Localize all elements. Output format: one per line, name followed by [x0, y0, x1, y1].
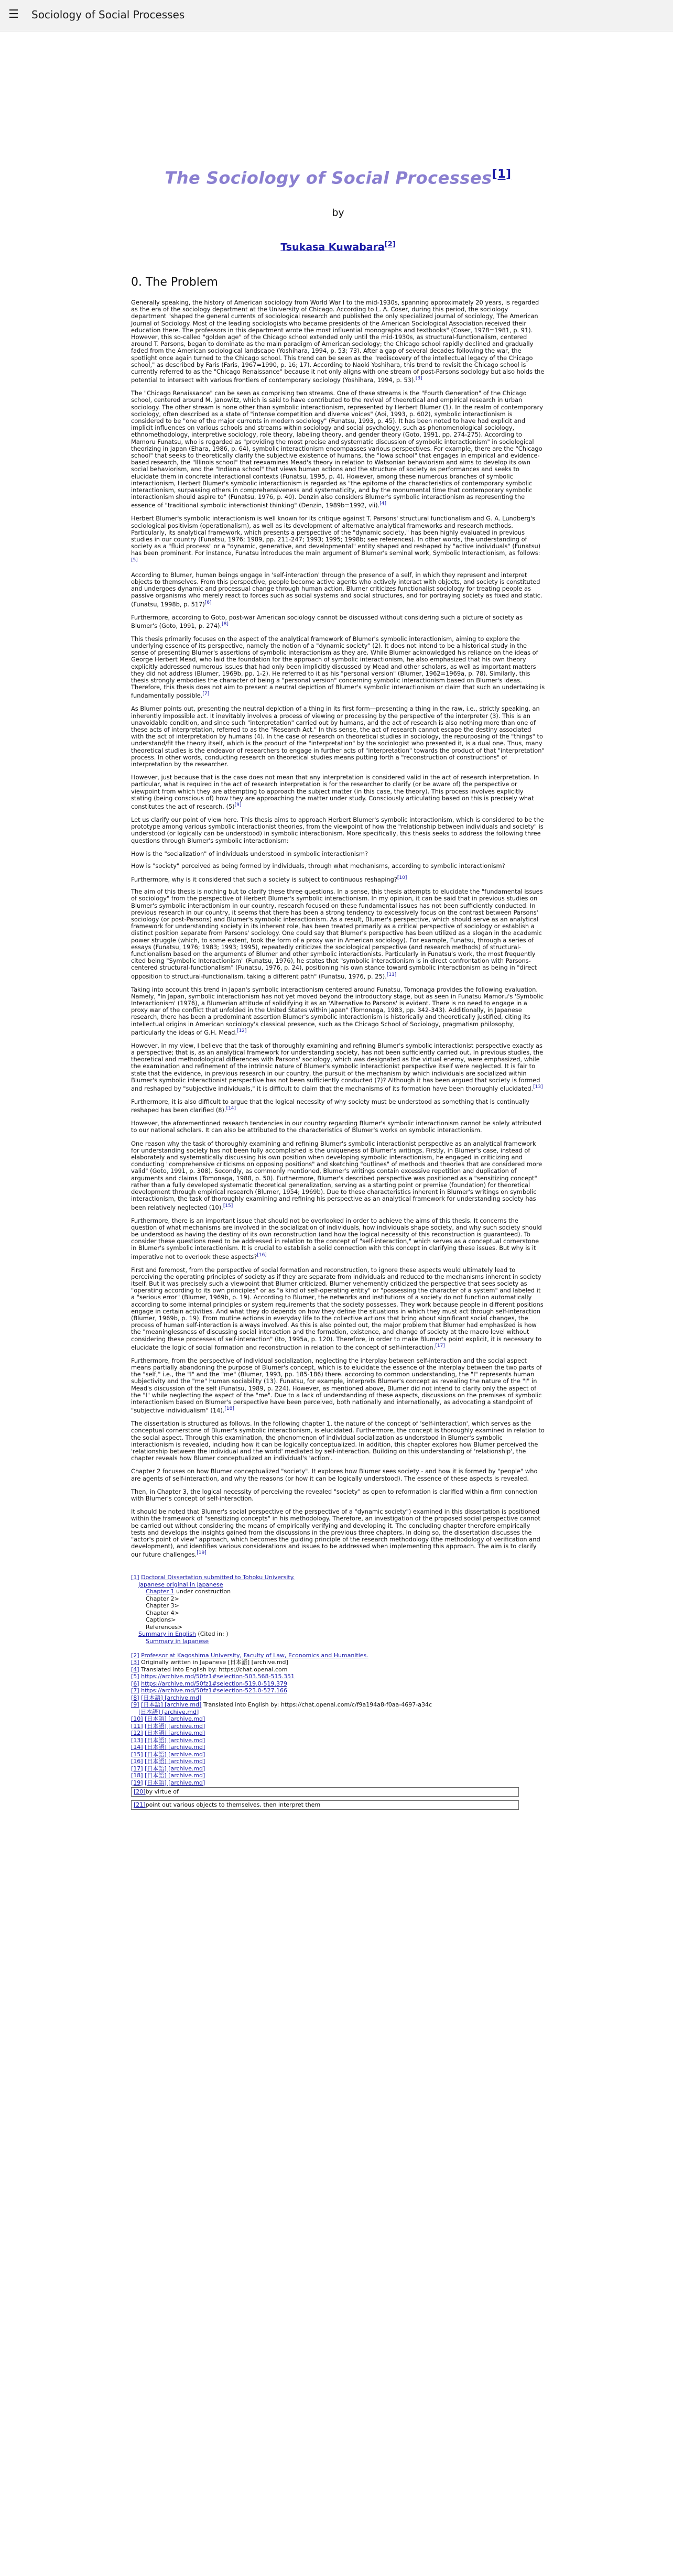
paragraph-text: Furthermore, it is also difficult to argue that the logical necessity of why society must be understood as something that is continually reshaped has been clarified (8).: [131, 1098, 530, 1114]
footnote-ref-link[interactable]: [17]: [435, 1343, 445, 1349]
footnote-line: [131, 1645, 545, 1652]
footnote-line: [131, 1602, 545, 1610]
footnote-line: [131, 1786, 545, 1799]
footnote-link[interactable]: [日本語] [archive.md]: [145, 1765, 205, 1772]
footnote-index-link[interactable]: [13]: [131, 1736, 143, 1744]
hamburger-menu-icon[interactable]: ☰: [8, 8, 19, 21]
body-paragraph: [131, 1357, 545, 1414]
body-paragraph: [131, 817, 545, 844]
footnote-ref-link[interactable]: [18]: [224, 1406, 234, 1412]
footnote-index-link[interactable]: [2]: [131, 1651, 139, 1659]
footnote-link[interactable]: [日本語] [archive.md]: [145, 1744, 205, 1751]
paragraph-text: Herbert Blumer's symbolic interactionism is well known for its critique against T. Parsons' structural functionalism and G. A. Lundberg's sociological positivism (operationalism), as well as its development of alternative analytical frameworks and research methods. Particularly, its analytical framework, which presents a perspective of the "dynamic society," has been highly evaluated in previous studies in our country (Funatsu, 1976; 1989, pp. 211-247; 1993; 1995; 1998b; see references). In other words, the understanding of society as a "fluid process" or a "dynamic, generative, and developmental" entity shaped and reshaped by "active individuals" (Funatsu) has been prominent. For instance, Funatsu introduces the main argument of Blumer's seminal work, Symbolic Interactionism, as follows:: [131, 515, 541, 557]
section-heading: 0. The Problem: [131, 275, 218, 289]
footnote-text: Chapter 3>: [146, 1602, 179, 1610]
boxed-footnote: [131, 1800, 519, 1810]
paragraph-text: How is "society" perceived as being formed by individuals, through what mechanisms, according to symbolic interactionism?: [131, 862, 505, 869]
footnote-index-link[interactable]: [4]: [131, 1666, 139, 1673]
footnote-line: [131, 1751, 545, 1758]
footnote-line: [131, 1680, 545, 1688]
footnote-link[interactable]: Doctoral Dissertation submitted to Tohoku University.: [141, 1574, 295, 1581]
footnote-index-link[interactable]: [9]: [131, 1701, 139, 1709]
footnote-line: [131, 1624, 545, 1631]
footnote-link[interactable]: [日本語] [archive.md]: [145, 1758, 205, 1765]
footnote-text: under construction: [174, 1588, 231, 1595]
paragraph-text: However, just because that is the case does not mean that any interpretation is considered valid in the act of research interpretation. In particular, what is required in the act of research interpretation is for the researcher to clarify (or be aware of) the perspective or viewpoint from which they are attempting to approach the subject matter (in this case, the theory). This process involves explicitly stating (being conscious of) how they are approaching the matter under study. Consciously articulating based on this is precisely what constitutes the act of research. (5): [131, 774, 539, 810]
body-paragraph: [131, 1218, 545, 1260]
footnote-line: [131, 1638, 545, 1645]
paragraph-text: Furthermore, there is an important issue that should not be overlooked in order to achieve the aims of this thesis. It concerns the question of what mechanisms are involved in the socialization of individuals, how individuals shape society, and why such society should be understood as having the destiny of its own reconstruction (and how the logical necessity of this reconstruction is guaranteed). To consider these questions need to be addressed in relation to the concept of "self-interaction," which serves as a conceptual cornerstone in Blumer's symbolic interactionism. It is crucial to establish a solid connection with this concept in clarifying these issues. But why is it imperative not to overlook these aspects?: [131, 1216, 542, 1260]
paragraph-text: Furthermore, why is it considered that such a society is subject to continuous reshaping?: [131, 875, 397, 883]
author-footnote-link[interactable]: [2]: [384, 240, 396, 248]
footnote-index-link[interactable]: [18]: [131, 1772, 143, 1779]
footnote-line: [131, 1652, 545, 1659]
footnote-link[interactable]: [日本語] [archive.md]: [145, 1730, 205, 1737]
footnote-link[interactable]: [日本語] [archive.md]: [145, 1751, 205, 1758]
footnote-index-link[interactable]: [15]: [131, 1751, 143, 1758]
footnote-index-link[interactable]: [19]: [131, 1779, 143, 1786]
footnote-text: Originally written in Japanese [日本語] [archive.md]: [141, 1659, 288, 1666]
paragraph-text: According to Blumer, human beings engage in 'self-interaction' through the presence of a self, in which they represent and interpret objects to themselves. From this perspective, people become active agents who actively interact with objects, and society is constituted and undergoes dynamic and processual change through human action. Blumer criticizes functionalist sociology for treating people as passive organisms who merely react to forces such as social systems and social structures, and for portraying society as fixed and static. (Funatsu, 1998b, p. 517): [131, 571, 542, 608]
footnote-line: [131, 1588, 545, 1595]
footnote-index-link[interactable]: [12]: [131, 1730, 143, 1737]
footnote-index-link[interactable]: [14]: [131, 1744, 143, 1751]
footnote-line: [131, 1737, 545, 1744]
footnote-line: [131, 1694, 545, 1702]
footnote-index-link[interactable]: [17]: [131, 1765, 143, 1772]
footnote-link[interactable]: [日本語] [archive.md]: [145, 1736, 205, 1744]
footnote-index-link[interactable]: [6]: [131, 1680, 139, 1687]
article-body: [131, 299, 545, 1558]
author-line: [131, 238, 545, 253]
footnote-ref-link[interactable]: [10]: [397, 875, 407, 881]
author-link[interactable]: Tsukasa Kuwabara: [280, 241, 385, 253]
paragraph-text: However, the aforementioned research tendencies in our country regarding Blumer's symbolic interactionism cannot be solely attributed to our national scholars. It can also be attributed to the characteristics of Blumer's works on symbolic interactionism.: [131, 1119, 541, 1134]
footnote-text: References>: [146, 1623, 183, 1631]
body-paragraph: [131, 1099, 545, 1114]
footnote-link[interactable]: https://archive.md/50fz1#selection-503.568-515.351: [141, 1673, 295, 1680]
footnote-link[interactable]: [日本語] [archive.md]: [145, 1722, 205, 1730]
body-paragraph: [131, 614, 545, 629]
body-paragraph: [131, 1267, 545, 1351]
body-paragraph: [131, 1488, 545, 1502]
footnote-line: [131, 1772, 545, 1779]
footnote-index-link[interactable]: [3]: [131, 1659, 139, 1666]
paragraph-text: First and foremost, from the perspective of social formation and reconstruction, to ignore these aspects would ultimately lead to perceiving the operating principles of society as if they are separate from individuals and reduced to the mechanisms inherent in society itself. But it was precisely such a viewpoint that Blumer criticized. Blumer vehemently criticized the perspective that sees society as "operating according to its own principles" or as "a kind of self-operating entity" or "possessing the character of a system" and labeled it a "serious error" (Blumer, 1969b, p. 19). According to Blumer, the networks and institutions of a society do not function automatically according to some internal principles or system requirements that the society possesses. They work because people in different positions engage in certain activities. And what they do depends on how they define the situations in which they must act through self-interaction (Blumer, 1969b, p. 19). From routine actions in everyday life to the collective actions that bring about significant social changes, the process of human self-interaction is always involved. As this is also pointed out, the major problem that Blumer had emphasized is how the "meaninglessness of discussing social interaction and the formation, existence, and change of society at the macro level without considering these processes of self-interaction" (Ito, 1995a, p. 120). Therefore, in order to make Blumer's point explicit, it is necessary to elucidate the logic of social formation and reconstruction in relation to the concept of self-interaction.: [131, 1266, 544, 1351]
footnote-ref-link[interactable]: [6]: [204, 600, 212, 605]
article-title: [131, 165, 545, 188]
footnote-ref-link[interactable]: [16]: [257, 1252, 267, 1258]
footnote-link[interactable]: [日本語] [archive.md]: [145, 1779, 205, 1786]
question-line: [131, 863, 545, 869]
footnote-line: [131, 1744, 545, 1751]
footnote-line: [131, 1666, 545, 1673]
body-paragraph: [131, 1508, 545, 1558]
footnote-ref-link[interactable]: [9]: [234, 802, 242, 808]
question-line: [131, 875, 545, 883]
footnote-link[interactable]: [日本語] [archive.md]: [141, 1701, 202, 1709]
footnote-link[interactable]: Chapter 1: [146, 1588, 175, 1595]
paragraph-text: How is the "socialization" of individuals understood in symbolic interactionism?: [131, 850, 368, 857]
article: [131, 31, 545, 1812]
footnote-text: (Cited in: ): [196, 1631, 229, 1638]
footnote-ref-link[interactable]: [12]: [236, 1028, 247, 1034]
footnote-link[interactable]: [日本語] [archive.md]: [145, 1772, 205, 1779]
footnote-index-link[interactable]: [7]: [131, 1687, 139, 1694]
footnote-line: [131, 1715, 545, 1723]
footnote-ref-link[interactable]: [13]: [533, 1084, 543, 1090]
footnote-text: Translated into English by: https://chat.openai.com: [141, 1666, 288, 1673]
footnote-link[interactable]: [日本語] [archive.md]: [141, 1694, 202, 1701]
paragraph-text: Generally speaking, the history of American sociology from World War I to the mid-1930s, spanning approximately 20 years, is regarded as the era of the sociology department at the University of Chicago. According to L. A. Coser, during this period, the sociology department "shaped the general currents of sociological research and published the only specialized journal of sociology, The American Journal of Sociology. Most of the leading sociologists who became presidents of the American Sociological Association received their education there. The professors in this department wrote the most influential monographs and textbooks" (Coser, 1978=1981, p. 91). However, this so-called "golden age" of the Chicago school extended only until the mid-1930s, as structural-functionalism, centered around T. Parsons, began to dominate as the main paradigm of American sociology; the Chicago school rapidly declined and gradually faded from the American sociological landscape (Yoshihara, 1994, p. 53; 73). After a gap of several decades following the war, the spotlight once again turned to the Chicago school. This trend can be seen as the "rediscovery of the intellectual legacy of the Chicago school," as described by Faris (Faris, 1967=1990, p. 16; 17). According to Naoki Yoshihara, this trend to revisit the Chicago school is currently referred to as the "Chicago Renaissance" because it not only aligns with one stream of post-Parsons sociology but also holds the potential to intersect with various frontiers of contemporary sociology (Yoshihara, 1994, p. 53).: [131, 298, 545, 384]
paragraph-text: However, in my view, I believe that the task of thoroughly examining and refining Blumer's symbolic interactionist perspective exactly as a perspective; that is, as an analytical framework for understanding society, has not been sufficiently carried out. In previous studies, the theoretical and methodological differences with Parsons' sociology, which was designated as the virtual enemy, were emphasized, while the examination and refinement of the intrinsic nature of Blumer's symbolic interactionist perspective itself were neglected. It is fair to state that the evidence, in previous research in our country, the pursuit of the mechanism by which individuals are socialized within Blumer's symbolic interactionist perspective has not been sufficiently conducted (7)? Although it has been argued that society is formed and reshaped by "subjective individuals," it is difficult to claim that the mechanisms of its formation have been thoroughly elucidated.: [131, 1041, 544, 1092]
body-paragraph: [131, 986, 545, 1036]
footnote-line: [131, 1673, 545, 1680]
footnote-line: [131, 1709, 545, 1716]
footnote-text: Captions>: [146, 1616, 176, 1624]
body-paragraph: [131, 1468, 545, 1482]
paragraph-text: Furthermore, according to Goto, post-war American sociology cannot be discussed without considering such a picture of society as Blumer's (Goto, 1991, p. 274).: [131, 613, 523, 629]
footnote-line: [131, 1779, 545, 1787]
footnote-link[interactable]: [日本語] [archive.md]: [138, 1708, 199, 1715]
body-paragraph: [131, 390, 545, 509]
footnote-ref-link[interactable]: [3]: [415, 376, 422, 382]
footnote-line: [131, 1659, 545, 1666]
footnote-link[interactable]: Japanese original in Japanese: [138, 1581, 223, 1588]
footnote-line: [131, 1616, 545, 1624]
footnote-link[interactable]: https://archive.md/50fz1#selection-519.0-519.379: [141, 1680, 288, 1687]
footnote-index-link[interactable]: [8]: [131, 1694, 139, 1701]
footnotes: [131, 1574, 545, 1812]
footnote-text: point out various objects to themselves, then interpret them: [145, 1801, 321, 1809]
byline-by: by: [332, 206, 344, 219]
paragraph-text: Then, in Chapter 3, the logical necessity of perceiving the revealed "society" as open to reformation is clarified within a firm connection with Blumer's concept of self-interaction.: [131, 1487, 538, 1502]
body-paragraph: [131, 636, 545, 700]
footnote-index-link[interactable]: [21]: [134, 1801, 146, 1809]
top-bar: [0, 0, 673, 31]
paragraph-text: This thesis primarily focuses on the aspect of the analytical framework of Blumer's symbolic interactionism, aiming to explore the underlying essence of its perspective, namely the notion of a "dynamic society" (2). It does not intend to be a historical study in the sense of presenting Blumer's assertions of symbolic interactionism as they are. While Blumer acknowledged his reliance on the ideas of George Herbert Mead, who laid the foundation for the approach of symbolic interactionism, he also emphasized that his own theory explicitly addressed numerous issues that had only been implicitly discussed by Mead and other scholars, as well as important matters they did not address (Blumer, 1969b, pp. 1-2). He referred to it as his "personal version" (Blumer, 1962=1969a, p. 78). Similarly, this thesis strongly embodies the character of being a "personal version" concerning symbolic interactionism based on Blumer's ideas. Therefore, this thesis does not aim to present a neutral depiction of Blumer's symbolic interactionism or claim that such an undertaking is fundamentally possible.: [131, 635, 545, 700]
body-paragraph: [131, 572, 545, 608]
footnote-text: Chapter 4>: [146, 1609, 179, 1616]
body-paragraph: [131, 515, 545, 565]
body-paragraph: [131, 1120, 545, 1134]
footnote-text: by virtue of: [145, 1788, 179, 1796]
question-line: [131, 851, 545, 857]
footnote-index-link[interactable]: [20]: [134, 1788, 146, 1796]
footnote-link[interactable]: Summary in English: [138, 1631, 196, 1638]
footnote-link[interactable]: [日本語] [archive.md]: [145, 1715, 205, 1723]
footnote-ref-link[interactable]: [5]: [131, 557, 138, 563]
footnote-index-link[interactable]: [5]: [131, 1673, 139, 1680]
footnote-index-link[interactable]: [16]: [131, 1758, 143, 1765]
paragraph-text: The aim of this thesis is nothing but to clarify these three questions. In a sense, this thesis attempts to elucidate the "fundamental issues of sociology" from the perspective of Herbert Blumer's symbolic interactionism. In my opinion, it can be said that in previous studies on Blumer's symbolic interactionism in our country, research focused on these fundamental issues has not been sufficiently conducted. In previous research in our country, it seems that there has been a strong tendency to excessively focus on the contrast between Parsons' sociology (or post-Parsons) and Blumer's symbolic interactionism. As a result, Blumer's perspective, which should serve as an analytical framework for understanding society in its inherent role, has been treated primarily as a critical perspective of sociology or establish a distinct position separate from Parsons' sociology. One could say that Blumer's perspective has been utilized as a slogan in the academic power struggle (which, to some extent, took the form of a proxy war in American sociology). For example, Funatsu, through a series of essays (Funatsu, 1976; 1983; 1993; 1995), repeatedly criticizes the sociological perspective (and research methods) of structural-functionalism based on the arguments of Blumer and other symbolic interactionists. Particularly in Funatsu's work, the most frequently cited being "Symbolic Interactionism" (Funatsu, 1976), he states that "symbolic interactionism is in direct confrontation with Parsons-centered structural-functionalism" (Funatsu, 1976, p. 24), positioning his own stance toward symbolic interactionism as being in "direct opposition to structural-functionalism, taking a different path" (Funatsu, 1976, p. 25).: [131, 888, 543, 980]
paragraph-text: The dissertation is structured as follows. In the following chapter 1, the nature of the concept of 'self-interaction', which serves as the conceptual cornerstone of Blumer's symbolic interactionism, is elucidated. Furthermore, the concept is thoroughly examined in relation to the social aspect. Through this examination, the phenomenon of individual socialization as understood in Blumer's symbolic interactionism is revealed, including how it can be logically conceptualized. In addition, this chapter explores how Blumer perceived the 'relationship between the individual and the world' mediated by self-interaction. Building on this understanding of 'relationship', the chapter reveals how Blumer conceptualized an individual's 'action'.: [131, 1420, 545, 1462]
boxed-footnote: [131, 1787, 519, 1797]
footnote-line: [131, 1687, 545, 1694]
paragraph-text: Taking into account this trend in Japan's symbolic interactionism centered around Funatsu, Tomonaga provides the following evaluation. Namely, "In Japan, symbolic interactionism has not yet moved beyond the introductory stage, but as seen in Funatsu Mamoru's 'Symbolic Interactionism' (1976), a Blumerian attitude of solidifying it as an 'Alternative to Parsons' is evident. There is no need to engage in a proxy war of the conflict that unfolded in the United States within Japan" (Tomonaga, 1983, pp. 342-343). Additionally, in Japanese research, there has been a predominant assertion Blumer's symbolic interactionism is historically and theoretically justified, citing its intellectual origins in American sociology's classical presence, such as the Chicago School of Sociology, pragmatism philosophy, particularly the ideas of G.H. Mead.: [131, 985, 544, 1036]
footnote-line: [131, 1595, 545, 1603]
footnote-line: [131, 1723, 545, 1730]
footnote-index-link[interactable]: [1]: [131, 1574, 139, 1581]
footnote-ref-link[interactable]: [4]: [379, 501, 386, 507]
footnote-line: [131, 1799, 545, 1812]
footnote-line: [131, 1765, 545, 1773]
footnote-line: [131, 1631, 545, 1638]
title-footnote-link[interactable]: [1]: [492, 168, 512, 181]
paragraph-text: Furthermore, from the perspective of individual socialization, neglecting the interplay between self-interaction and the social aspect means partially abandoning the purpose of Blumer's concept, which is to elucidate the essence of the interplay between the two parts of the "self," i.e., the "I" and the "me" (Blumer, 1993, pp. 185-186) there. according to common understanding, the "I" represents human subjectivity and the "me" human sociability (13). Funatsu, for example, interprets Blumer's concept as revealing the nature of the "I" in Mead's discussion of the self (Funatsu, 1989, p. 224). However, as mentioned above, Blumer did not intend to clarify only the aspect of the "I" while neglecting the aspect of the "me". Due to a lack of understanding of these aspects, discussions on the premises of symbolic interactionism based on Blumer's perspective have been perceived, both nationally and internationally, as advocating a standpoint of "subjective individualism" (14).: [131, 1356, 542, 1414]
body-paragraph: [131, 299, 545, 384]
footnote-text: Translated into English by: https://chat.openai.com/c/f9a194a8-f0aa-4697-a34c: [201, 1701, 432, 1709]
paragraph-text: Let us clarify our point of view here. This thesis aims to approach Herbert Blumer's symbolic interactionism, which is considered to be the prototype among various symbolic interactionist theories, from the viewpoint of how the "relationship between individuals and society" is understood (or logically can be understood) in symbolic interactionism. More specifically, this thesis seeks to address the following three questions through Blumer's symbolic interactionism:: [131, 816, 544, 844]
body-paragraph: [131, 774, 545, 810]
article-title-text: The Sociology of Social Processes: [165, 168, 492, 188]
footnote-line: [131, 1758, 545, 1765]
footnote-line: [131, 1730, 545, 1737]
body-paragraph: [131, 888, 545, 980]
footnote-ref-link[interactable]: [15]: [223, 1203, 233, 1209]
footnote-line: [131, 1581, 545, 1589]
paragraph-text: One reason why the task of thoroughly examining and refining Blumer's symbolic interactionist perspective as an analytical framework for understanding society has not been fully accomplished is the uniqueness of Blumer's writings. Firstly, in Blumer's case, instead of elaborately and systematically discussing his own position when developing symbolic interactionism, he engaged in criticizing and conducting "comprehensive criticisms on opposing positions" and sketching "outlines" of methods and theories that are considered more valid" (Goto, 1991, p. 308). Secondly, as commonly mentioned, Blumer's writings contain excessive repetition and duplication of arguments and claims (Tomonaga, 1988, p. 50). Furthermore, Blumer's described perspective was positioned as a "sensitizing concept" rather than a fully developed systematic theoretical generalization, serving as a starting point or premise (foundation) for theoretical development through empirical research (Blumer, 1954; 1969b). Due to these characteristics inherent in Blumer's writings on symbolic interactionism, the task of thoroughly examining and refining his perspective as an analytical framework for understanding society has been relatively neglected (10).: [131, 1139, 542, 1211]
footnote-line: [131, 1574, 545, 1581]
footnote-ref-link[interactable]: [19]: [197, 1550, 207, 1556]
footnote-line: [131, 1701, 545, 1709]
footnote-link[interactable]: Summary in Japanese: [146, 1637, 209, 1645]
body-paragraph: [131, 705, 545, 768]
footnote-index-link[interactable]: [11]: [131, 1722, 143, 1730]
body-paragraph: [131, 1420, 545, 1462]
paragraph-text: Chapter 2 focuses on how Blumer conceptualized "society". It explores how Blumer sees society - and how it is formed by "people" who are agents of self-interaction, and why the reasons (or how it can be logically understood). The essence of these aspects is revealed.: [131, 1468, 538, 1482]
paragraph-text: It should be noted that Blumer's social perspective of the perspective of a "dynamic society") examined in this dissertation is positioned within the framework of "sensitizing concepts" in his methodology. Therefore, an investigation of the proposed social perspective cannot be carried out without considering the means of empirically verifying and developing it. The concluding chapter therefore empirically tests and develops the insights gained from the discussions in the previous three chapters. In doing so, the dissertation discusses the "actor's point of view" approach, which becomes the guiding principle of the research methodology (the methodology of verification and development), and identifies various considerations and issues to be addressed when implementing this approach. The aim is to clarify our future challenges.: [131, 1508, 540, 1559]
footnote-ref-link[interactable]: [11]: [386, 972, 397, 977]
footnote-link[interactable]: Professor at Kagoshima University, Faculty of Law, Economics and Humanities.: [141, 1651, 368, 1659]
site-title[interactable]: Sociology of Social Processes: [31, 8, 185, 21]
footnote-ref-link[interactable]: [14]: [226, 1106, 236, 1112]
body-paragraph: [131, 1140, 545, 1211]
paragraph-text: The "Chicago Renaissance" can be seen as comprising two streams. One of these streams is the "Fourth Generation" of the Chicago school, centered around M. Janowitz, which is said to have contributed to the revival of theoretical and empirical research in urban sociology. The other stream is none other than symbolic interactionism, represented by Herbert Blumer (1). In the realm of contemporary sociology, often described as a state of "intense competition and diverse voices" (Aoi, 1993, p. 602), symbolic interactionism is considered to be "one of the major currents in modern sociology" (Funatsu, 1993, p. 45). It has been noted to have had explicit and implicit influences on various schools and streams within sociology and social psychology, such as phenomenological sociology, ethnomethodology, interpretive sociology, role theory, labeling theory, and gender theory (Goto, 1991, pp. 274-275). According to Mamoru Funatsu, who is regarded as "providing the most precise and systematic discussion of symbolic interactionism" in sociological theorizing in Japan (Ehara, 1986, p. 64), symbolic interactionism encompasses various perspectives. For example, there are the "Chicago school" that seeks to theoretically clarify the subjective existence of humans, the "Iowa school" that engages in empirical and evidence-based research, the "Illinois school" that reexamines Mead's theory in relation to Watsonian behaviorism and aims to develop its own social behaviorism, and the "Indiana school" that views human actions and the structure of society as performances and seeks to elucidate them in concrete interactional contexts (Funatsu, 1995, p. 4). However, among these numerous branches of symbolic interactionism, Herbert Blumer's symbolic interactionism is regarded as "the epitome of the characteristics of contemporary symbolic interactionism, surpassing others in comprehensiveness and systematicity, and by the monumental time that contemporary symbolic interactionism should aspire to" (Funatsu, 1976, p. 40). Denzin also considers Blumer's symbolic interactionism as representing the essence of "traditional symbolic interactionist thinking" (Denzin, 1989b=1992, vii).: [131, 389, 543, 509]
footnote-link[interactable]: https://archive.md/50fz1#selection-523.0-527.166: [141, 1687, 288, 1694]
footnote-text: Chapter 2>: [146, 1595, 179, 1602]
footnote-ref-link[interactable]: [8]: [222, 621, 229, 627]
footnote-ref-link[interactable]: [7]: [202, 691, 210, 697]
paragraph-text: As Blumer points out, presenting the neutral depiction of a thing in its first form—presenting a thing in the raw, i.e., strictly speaking, an inherently impossible act. It inevitably involves a process of viewing or processing by the perspective of the interpreter (3). This is an unavoidable condition, and since such "interpretation" carried out by humans, and the act of research is also nothing more than one of these acts of interpretation, referred to as the "Research Act." In this sense, the act of research cannot escape the destiny associated with the act of interpretation by humans (4). In the case of research on theoretical studies in sociology, the repurposing of the "things" to understand/fit the theory itself, which is the product of the "interpretation" by the sociologist who presented it, is a dual one. Thus, many theoretical studies is the endeavor of researchers to engage in further acts of "interpretation" towards the product of that "interpretation" process. In other words, conducting research on theoretical studies means putting forth a "reconstruction of constructions" of interpretation by the researcher.: [131, 705, 545, 768]
body-paragraph: [131, 1042, 545, 1092]
footnote-line: [131, 1610, 545, 1617]
footnote-index-link[interactable]: [10]: [131, 1715, 143, 1723]
